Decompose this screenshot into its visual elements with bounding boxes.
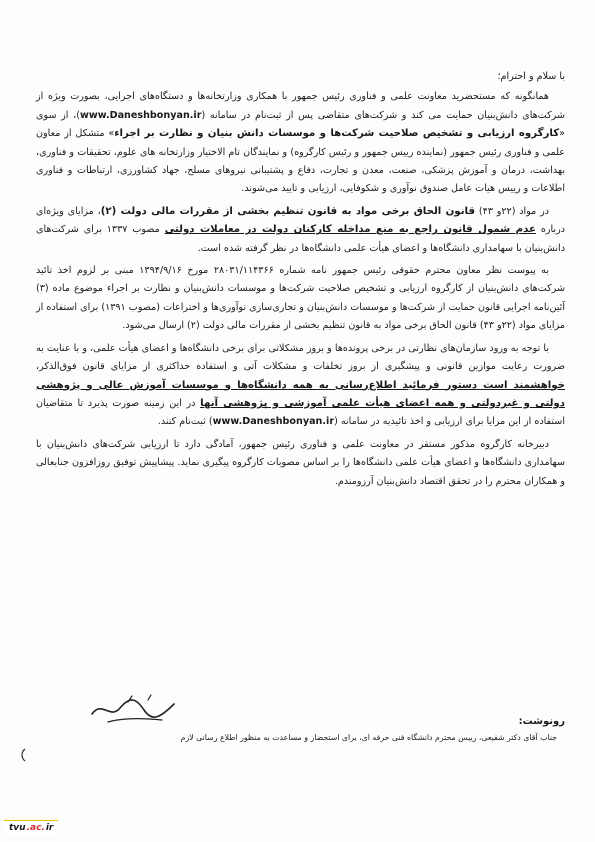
p4-text-1: با توجه به ورود سازمان‌های نظارتی در برخی پرونده‌ها و بروز مشکلاتی برای برخی دانشگاه‌ها و اعضای هیأت علمی، و با عنایت به ضرورت رعایت موازین قانونی و پیشگیری از بروز تخلفات و مشکلات آتی و استفاده حداکثری از مزایای قانون فوق‌الذکر،: [36, 342, 565, 373]
cc-label: رونوشت:: [518, 716, 565, 727]
logo-part-ir: ir: [45, 823, 54, 833]
p4-bold-request: خواهشمند است دستور فرمائید اطلاع‌رسانی به همه دانشگاه‌ها و موسسات آموزش عالی و پژوهشی دولتی و غیردولتی و همه اعضای هیأت علمی آموزشی و پژوهشی آنها: [36, 379, 565, 409]
p2-bold-exemption: عدم شمول قانون راجع به منع مداخله کارکنان دولت در معاملات دولتی: [164, 224, 536, 236]
letter-body: [36, 68, 565, 495]
p1-text-2: )، از سوی «: [36, 109, 566, 140]
logo-part-ac: .ac.: [26, 823, 45, 833]
cc-section: [30, 716, 565, 742]
p4-text-3: ) ثبت‌نام کنند.: [157, 416, 213, 428]
p2-text-1: در مواد (۲۲و ۴۳): [475, 205, 550, 217]
p4-site-link: www.Daneshbonyan.ir: [212, 416, 335, 428]
p1-site-link: www.Daneshbonyan.ir: [80, 109, 202, 121]
p2-bold-law: قانون الحاق برخی مواد به قانون تنظیم بخشی از مقررات مالی دولت (۲): [100, 205, 476, 217]
paragraph-4: [36, 340, 565, 432]
greeting: با سلام و احترام؛: [497, 71, 565, 82]
p2-text-3: مصوب ۱۳۳۷ برای شرکت‌های دانش‌بنیان با سهامداری دانشگاه‌ها و اعضای هیأت علمی دانشگاه‌ها در نظر گرفته شده است.: [36, 224, 565, 254]
site-logo: [4, 820, 58, 835]
p4-text-2: در این زمینه صورت پذیرد تا متقاضیان استفاده از این مزایا برای ارزیابی و اخذ تائیدیه در سامانه (: [36, 397, 565, 428]
logo-part-tvu: tvu: [9, 823, 26, 833]
p1-text-3: » متشکل از معاون علمی و فناوری رئیس جمهور (نماینده رییس جمهور و رئیس کارگروه) و نمایندگان تام الاختیار وزارتخانه های علوم، تحقیقات و فناوری، بهداشت، درمان و آموزش پزشکی، صنعت، معدن و تجارت، دفاع و پشتیبانی نیروهای مسلح، جهاد کشاورزی، ارتباطات و فناوری اطلاعات و رییس هیات عامل صندوق نوآوری و شکوفایی، ارزیابی و تایید می‌شوند.: [36, 128, 565, 195]
paragraph-3: به پیوست نظر معاون محترم حقوقی رئیس جمهور نامه شماره ۲۸۰۳۱/۱۱۴۳۶۶ مورخ ۱۳۹۴/۹/۱۶ مبنی بر لزوم اخذ تائید شرکت‌های دانش‌بنیان از کارگروه ارزیابی و تشخیص صلاحیت شرکت‌ها و موسسات دانش‌بنیان و نظارت بر اجراء موضوع ماده (۳) آئین‌نامه اجرایی قانون حمایت از شرکت‌ها و موسسات دانش‌بنیان و تجاری‌سازی نوآوری‌ها و اختراعات (مصوب ۱۳۹۱) برای استفاده از مزایای مواد (۲۲و ۴۳) قانون الحاق برخی مواد به قانون تنظیم بخشی از مقررات مالی دولت (۲) ارسال می‌شود.: [36, 265, 565, 332]
p1-bold-committee: کارگروه ارزیابی و تشخیص صلاحیت شرکت‌ها و موسسات دانش بنیان و نظارت بر اجراء: [114, 128, 560, 140]
paragraph-5: دبیرخانه کارگروه مذکور مستقر در معاونت علمی و فناوری رئیس جمهور، آمادگی دارد تا ارزیابی شرکت‌های دانش‌بنیان با سهامداری دانشگاه‌ها و اعضای هیأت علمی دانشگاه‌ها را بر اساس مصوبات کارگروه پیگیری نماید. پیشاپیش توفیق روزافزون جنابعالی و همکاران محترم را در تحقق اقتصاد دانش‌بنیان آرزومندم.: [36, 438, 565, 487]
paragraph-2: [36, 203, 565, 258]
p2-text-2: ، مزایای ویژه‌ای درباره: [36, 205, 565, 236]
cc-recipient: جناب آقای دکتر شفیعی، رییس محترم دانشگاه فنی حرفه ای، برای استحضار و مساعدت به منظور اطلاع رسانی لازم: [180, 733, 557, 742]
paragraph-1: [36, 88, 565, 198]
margin-bracket-mark: [18, 748, 28, 762]
p1-text-1: همانگونه که مستحضرید معاونت علمی و فناوری رئیس جمهور با همکاری وزارتخانه‌ها و دستگاه‌های اجرایی، بصورت ویژه از شرکت‌های دانش‌بنیان حمایت می کند و شرکت‌های متقاضی پس از ثبت‌نام در سامانه (: [36, 91, 565, 121]
